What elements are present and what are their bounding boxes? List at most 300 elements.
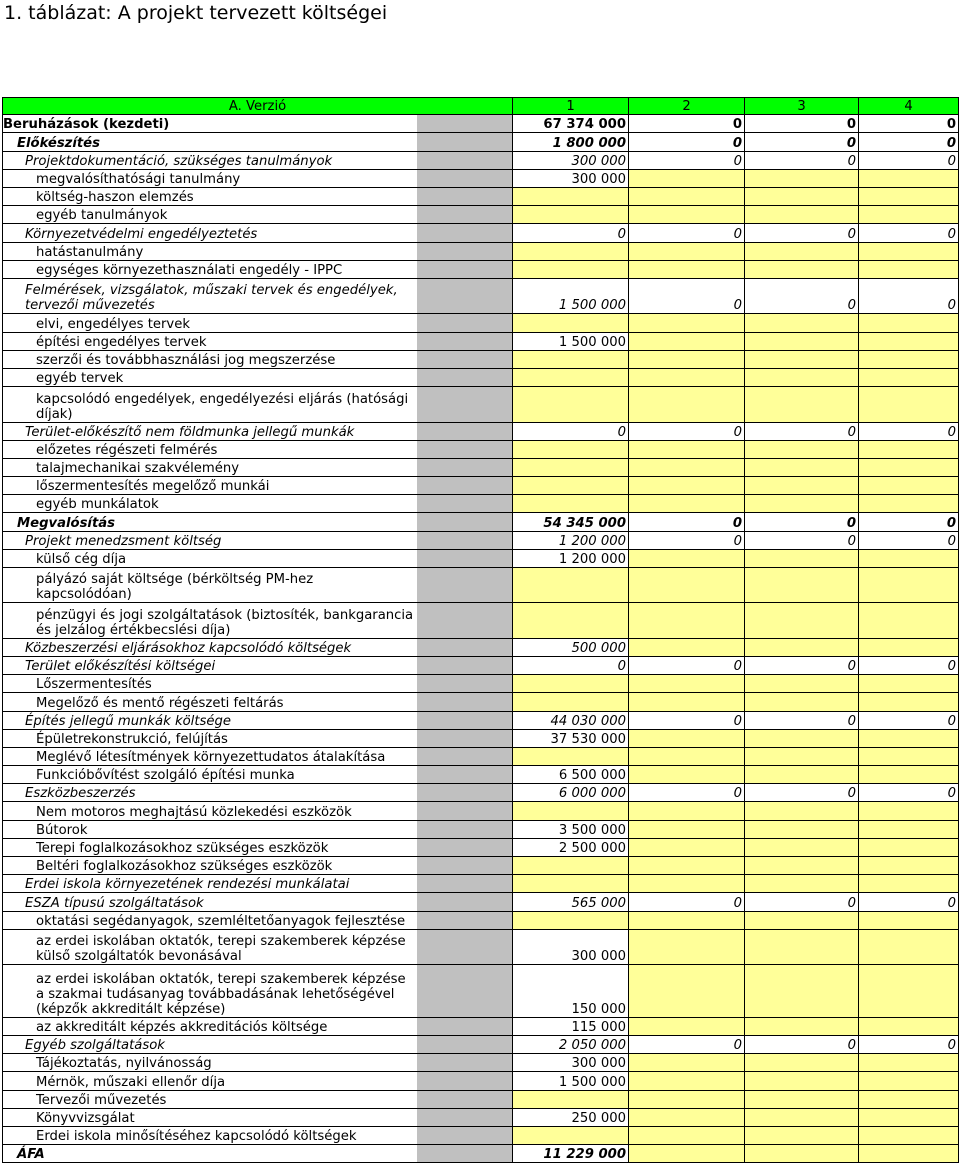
- row-label-line: az akkreditált képzés akkreditációs költsége: [36, 1019, 328, 1035]
- table-row: [3, 729, 959, 747]
- value-cell-col-1: 250 000: [513, 1108, 629, 1126]
- gray-spacer-cell: [417, 638, 513, 656]
- value-cell-col-1: 300 000: [513, 929, 629, 964]
- value-cell-col-1: 2 500 000: [513, 838, 629, 856]
- cost-table: [2, 97, 959, 1163]
- row-label: [3, 656, 417, 674]
- table-row: [3, 278, 959, 313]
- row-label-line: Közbeszerzési eljárásokhoz kapcsolódó költségek: [25, 640, 352, 656]
- value-cell-col-4: [859, 766, 959, 784]
- row-label: [3, 675, 417, 693]
- value-cell-col-3: [745, 1054, 859, 1072]
- value-cell-col-4: [859, 350, 959, 368]
- gray-spacer-cell: [417, 169, 513, 187]
- value-cell-col-4: [859, 568, 959, 603]
- table-row: [3, 314, 959, 332]
- gray-spacer-cell: [417, 1090, 513, 1108]
- table-row: [3, 747, 959, 765]
- row-label: [3, 568, 417, 603]
- value-cell-col-2: [629, 965, 745, 1018]
- row-label-line: Megelőző és mentő régészeti feltárás: [36, 695, 284, 711]
- row-label-line: Eszközbeszerzés: [25, 786, 136, 802]
- value-cell-col-4: [859, 965, 959, 1018]
- value-cell-col-4: [859, 747, 959, 765]
- table-row: [3, 458, 959, 476]
- value-cell-col-1: [513, 675, 629, 693]
- value-cell-col-2: 0: [629, 151, 745, 169]
- row-label-line: Terepi foglalkozásokhoz szükséges eszközök: [36, 841, 329, 857]
- row-label-line: Terület előkészítési költségei: [25, 659, 216, 675]
- value-cell-col-2: [629, 911, 745, 929]
- row-label: [3, 151, 417, 169]
- row-label: [3, 206, 417, 224]
- table-row: [3, 766, 959, 784]
- table-row: [3, 802, 959, 820]
- table-row: [3, 115, 959, 133]
- row-label-line: Felmérések, vizsgálatok, műszaki tervek és engedélyek,: [25, 283, 398, 299]
- row-label-line: Meglévő létesítmények környezettudatos átalakítása: [36, 750, 386, 766]
- value-cell-col-2: [629, 206, 745, 224]
- value-cell-col-2: [629, 729, 745, 747]
- value-cell-col-2: 0: [629, 133, 745, 151]
- value-cell-col-1: [513, 458, 629, 476]
- gray-spacer-cell: [417, 857, 513, 875]
- gray-spacer-cell: [417, 784, 513, 802]
- row-label: [3, 188, 417, 206]
- row-label-line: külső cég díja: [36, 552, 127, 568]
- value-cell-col-1: [513, 875, 629, 893]
- value-cell-col-3: [745, 838, 859, 856]
- gray-spacer-cell: [417, 477, 513, 495]
- row-label-line: tervezői művezetés: [25, 298, 155, 314]
- value-cell-col-3: [745, 693, 859, 711]
- value-cell-col-3: [745, 206, 859, 224]
- value-cell-col-1: [513, 387, 629, 422]
- value-cell-col-1: [513, 1090, 629, 1108]
- table-row: [3, 422, 959, 440]
- value-cell-col-3: [745, 675, 859, 693]
- row-label: [3, 1090, 417, 1108]
- row-label-line: elvi, engedélyes tervek: [36, 316, 190, 332]
- value-cell-col-1: 3 500 000: [513, 820, 629, 838]
- value-cell-col-1: [513, 314, 629, 332]
- row-label-line: Építés jellegű munkák költsége: [25, 713, 231, 729]
- value-cell-col-1: 565 000: [513, 893, 629, 911]
- value-cell-col-4: [859, 1145, 959, 1163]
- value-cell-col-1: [513, 857, 629, 875]
- value-cell-col-4: 0: [859, 278, 959, 313]
- value-cell-col-4: [859, 332, 959, 350]
- value-cell-col-2: [629, 1108, 745, 1126]
- row-label-line: Épületrekonstrukció, felújítás: [36, 731, 228, 747]
- value-cell-col-2: 0: [629, 656, 745, 674]
- value-cell-col-1: [513, 440, 629, 458]
- header-label: A. Verzió: [3, 98, 513, 115]
- table-title: 1. táblázat: A projekt tervezett költségei: [4, 2, 388, 24]
- table-row: [3, 675, 959, 693]
- value-cell-col-2: [629, 766, 745, 784]
- value-cell-col-4: 0: [859, 893, 959, 911]
- row-label: [3, 802, 417, 820]
- value-cell-col-4: [859, 1126, 959, 1144]
- table-row: [3, 477, 959, 495]
- row-label: [3, 260, 417, 278]
- row-label: [3, 133, 417, 151]
- value-cell-col-2: [629, 1126, 745, 1144]
- value-cell-col-3: 0: [745, 115, 859, 133]
- row-label-line: az erdei iskolában oktatók, terepi szakemberek képzése: [36, 934, 406, 950]
- table-row: [3, 1017, 959, 1035]
- row-label-line: Funkcióbővítést szolgáló építési munka: [36, 768, 295, 784]
- row-label: [3, 911, 417, 929]
- gray-spacer-cell: [417, 387, 513, 422]
- gray-spacer-cell: [417, 965, 513, 1018]
- table-row: [3, 1108, 959, 1126]
- row-label: [3, 224, 417, 242]
- gray-spacer-cell: [417, 875, 513, 893]
- value-cell-col-3: [745, 260, 859, 278]
- row-label-line: az erdei iskolában oktatók, terepi szakemberek képzése: [36, 971, 406, 987]
- value-cell-col-2: [629, 188, 745, 206]
- gray-spacer-cell: [417, 911, 513, 929]
- row-label-line: költség-haszon elemzés: [36, 190, 194, 206]
- row-label: [3, 838, 417, 856]
- value-cell-col-4: [859, 314, 959, 332]
- value-cell-col-4: [859, 188, 959, 206]
- value-cell-col-4: [859, 875, 959, 893]
- value-cell-col-3: 0: [745, 711, 859, 729]
- row-label: [3, 350, 417, 368]
- value-cell-col-4: [859, 549, 959, 567]
- row-label: [3, 368, 417, 386]
- value-cell-col-1: 300 000: [513, 151, 629, 169]
- value-cell-col-1: [513, 260, 629, 278]
- value-cell-col-2: [629, 929, 745, 964]
- value-cell-col-1: 1 500 000: [513, 332, 629, 350]
- value-cell-col-3: [745, 857, 859, 875]
- value-cell-col-3: 0: [745, 224, 859, 242]
- value-cell-col-2: [629, 495, 745, 513]
- table-row: [3, 875, 959, 893]
- table-row: [3, 911, 959, 929]
- gray-spacer-cell: [417, 802, 513, 820]
- value-cell-col-2: [629, 1090, 745, 1108]
- value-cell-col-1: 11 229 000: [513, 1145, 629, 1163]
- gray-spacer-cell: [417, 332, 513, 350]
- table-row: [3, 929, 959, 964]
- gray-spacer-cell: [417, 495, 513, 513]
- row-label-line: Projektdokumentáció, szükséges tanulmányok: [25, 153, 333, 169]
- table-row: [3, 242, 959, 260]
- value-cell-col-1: 500 000: [513, 638, 629, 656]
- value-cell-col-4: 0: [859, 224, 959, 242]
- row-label-line: díjak): [36, 406, 73, 422]
- value-cell-col-4: 0: [859, 422, 959, 440]
- value-cell-col-4: [859, 929, 959, 964]
- row-label: [3, 1072, 417, 1090]
- value-cell-col-3: [745, 729, 859, 747]
- value-cell-col-4: 0: [859, 531, 959, 549]
- table-row: [3, 495, 959, 513]
- row-label: [3, 784, 417, 802]
- gray-spacer-cell: [417, 929, 513, 964]
- value-cell-col-3: [745, 1126, 859, 1144]
- value-cell-col-1: 1 200 000: [513, 531, 629, 549]
- table-row: [3, 1090, 959, 1108]
- value-cell-col-1: 0: [513, 422, 629, 440]
- value-cell-col-2: 0: [629, 278, 745, 313]
- row-label-line: kapcsolódó engedélyek, engedélyezési eljárás (hatósági: [36, 391, 409, 407]
- value-cell-col-4: [859, 603, 959, 638]
- row-label: [3, 1145, 417, 1163]
- value-cell-col-1: 115 000: [513, 1017, 629, 1035]
- gray-spacer-cell: [417, 675, 513, 693]
- gray-spacer-cell: [417, 1035, 513, 1053]
- gray-spacer-cell: [417, 729, 513, 747]
- value-cell-col-4: [859, 911, 959, 929]
- value-cell-col-2: [629, 802, 745, 820]
- value-cell-col-2: [629, 857, 745, 875]
- row-label: [3, 1017, 417, 1035]
- row-label-line: egyéb tervek: [36, 371, 124, 387]
- row-label: [3, 1126, 417, 1144]
- row-label: [3, 115, 417, 133]
- value-cell-col-2: 0: [629, 711, 745, 729]
- row-label-line: szerzői és továbbhasználási jog megszerzése: [36, 352, 336, 368]
- value-cell-col-2: [629, 169, 745, 187]
- row-label: [3, 332, 417, 350]
- row-label-line: egységes környezethasználati engedély - IPPC: [36, 262, 343, 278]
- value-cell-col-4: [859, 206, 959, 224]
- gray-spacer-cell: [417, 422, 513, 440]
- value-cell-col-3: [745, 549, 859, 567]
- value-cell-col-1: [513, 206, 629, 224]
- row-label-line: Egyéb szolgáltatások: [25, 1038, 165, 1054]
- table-row: [3, 838, 959, 856]
- value-cell-col-3: [745, 766, 859, 784]
- value-cell-col-2: [629, 603, 745, 638]
- value-cell-col-2: [629, 260, 745, 278]
- value-cell-col-4: [859, 857, 959, 875]
- row-label: [3, 477, 417, 495]
- value-cell-col-4: 0: [859, 513, 959, 531]
- value-cell-col-1: [513, 242, 629, 260]
- table-row: [3, 224, 959, 242]
- value-cell-col-2: 0: [629, 513, 745, 531]
- value-cell-col-4: 0: [859, 656, 959, 674]
- value-cell-col-3: [745, 169, 859, 187]
- value-cell-col-1: 44 030 000: [513, 711, 629, 729]
- gray-spacer-cell: [417, 838, 513, 856]
- value-cell-col-3: 0: [745, 784, 859, 802]
- gray-spacer-cell: [417, 314, 513, 332]
- row-label-line: megvalósíthatósági tanulmány: [36, 172, 241, 188]
- row-label: [3, 422, 417, 440]
- row-label-line: Környezetvédelmi engedélyeztetés: [25, 226, 258, 242]
- gray-spacer-cell: [417, 893, 513, 911]
- table-row: [3, 332, 959, 350]
- value-cell-col-3: [745, 802, 859, 820]
- header-col-1: 1: [513, 98, 629, 115]
- value-cell-col-2: [629, 549, 745, 567]
- gray-spacer-cell: [417, 513, 513, 531]
- value-cell-col-4: [859, 1017, 959, 1035]
- value-cell-col-1: [513, 911, 629, 929]
- value-cell-col-2: [629, 1017, 745, 1035]
- gray-spacer-cell: [417, 278, 513, 313]
- value-cell-col-2: 0: [629, 115, 745, 133]
- gray-spacer-cell: [417, 1108, 513, 1126]
- value-cell-col-2: 0: [629, 531, 745, 549]
- value-cell-col-3: [745, 188, 859, 206]
- row-label: [3, 875, 417, 893]
- value-cell-col-4: [859, 1108, 959, 1126]
- row-label: [3, 965, 417, 1018]
- value-cell-col-2: [629, 1054, 745, 1072]
- value-cell-col-2: 0: [629, 1035, 745, 1053]
- table-row: [3, 711, 959, 729]
- value-cell-col-2: [629, 638, 745, 656]
- row-label: [3, 458, 417, 476]
- value-cell-col-2: 0: [629, 893, 745, 911]
- table-row: [3, 387, 959, 422]
- value-cell-col-1: [513, 368, 629, 386]
- value-cell-col-4: [859, 477, 959, 495]
- value-cell-col-3: [745, 911, 859, 929]
- value-cell-col-4: [859, 495, 959, 513]
- value-cell-col-2: [629, 820, 745, 838]
- row-label: [3, 766, 417, 784]
- value-cell-col-1: 0: [513, 224, 629, 242]
- value-cell-col-1: 1 500 000: [513, 1072, 629, 1090]
- value-cell-col-4: [859, 838, 959, 856]
- value-cell-col-3: [745, 965, 859, 1018]
- value-cell-col-2: [629, 747, 745, 765]
- value-cell-col-4: 0: [859, 151, 959, 169]
- table-row: [3, 820, 959, 838]
- gray-spacer-cell: [417, 458, 513, 476]
- value-cell-col-1: 1 800 000: [513, 133, 629, 151]
- row-label-line: Tervezői művezetés: [36, 1092, 167, 1108]
- table-row: [3, 206, 959, 224]
- row-label-line: előzetes régészeti felmérés: [36, 442, 218, 458]
- row-label: [3, 495, 417, 513]
- gray-spacer-cell: [417, 693, 513, 711]
- row-label: [3, 693, 417, 711]
- value-cell-col-3: [745, 603, 859, 638]
- table-row: [3, 656, 959, 674]
- gray-spacer-cell: [417, 568, 513, 603]
- row-label-line: Beltéri foglalkozásokhoz szükséges eszközök: [36, 859, 333, 875]
- value-cell-col-1: 2 050 000: [513, 1035, 629, 1053]
- gray-spacer-cell: [417, 1145, 513, 1163]
- value-cell-col-1: [513, 495, 629, 513]
- row-label-line: hatástanulmány: [36, 244, 144, 260]
- row-label: [3, 638, 417, 656]
- table-row: [3, 350, 959, 368]
- value-cell-col-3: [745, 332, 859, 350]
- value-cell-col-3: 0: [745, 531, 859, 549]
- header-col-2: 2: [629, 98, 745, 115]
- value-cell-col-1: 54 345 000: [513, 513, 629, 531]
- table-row: [3, 784, 959, 802]
- gray-spacer-cell: [417, 711, 513, 729]
- value-cell-col-2: 0: [629, 224, 745, 242]
- value-cell-col-1: [513, 188, 629, 206]
- row-label: [3, 857, 417, 875]
- row-label-line: Megvalósítás: [17, 515, 116, 531]
- gray-spacer-cell: [417, 656, 513, 674]
- row-label-line: oktatási segédanyagok, szemléltetőanyagok fejlesztése: [36, 913, 406, 929]
- row-label-line: Terület-előkészítő nem földmunka jellegű munkák: [25, 424, 355, 440]
- gray-spacer-cell: [417, 242, 513, 260]
- value-cell-col-4: 0: [859, 784, 959, 802]
- value-cell-col-3: [745, 350, 859, 368]
- value-cell-col-3: [745, 747, 859, 765]
- value-cell-col-3: [745, 1072, 859, 1090]
- value-cell-col-4: 0: [859, 1035, 959, 1053]
- row-label: [3, 440, 417, 458]
- header-col-3: 3: [745, 98, 859, 115]
- value-cell-col-1: [513, 568, 629, 603]
- gray-spacer-cell: [417, 440, 513, 458]
- value-cell-col-3: 0: [745, 133, 859, 151]
- row-label: [3, 1108, 417, 1126]
- row-label-line: Mérnök, műszaki ellenőr díja: [36, 1074, 226, 1090]
- value-cell-col-1: 1 500 000: [513, 278, 629, 313]
- value-cell-col-2: [629, 675, 745, 693]
- row-label-line: Erdei iskola minősítéséhez kapcsolódó költségek: [36, 1129, 357, 1145]
- value-cell-col-3: 0: [745, 422, 859, 440]
- value-cell-col-2: [629, 350, 745, 368]
- row-label-line: ESZA típusú szolgáltatások: [25, 895, 204, 911]
- gray-spacer-cell: [417, 549, 513, 567]
- value-cell-col-1: 150 000: [513, 965, 629, 1018]
- table-row: [3, 893, 959, 911]
- value-cell-col-1: 6 000 000: [513, 784, 629, 802]
- value-cell-col-3: 0: [745, 278, 859, 313]
- table-row: [3, 133, 959, 151]
- value-cell-col-4: [859, 729, 959, 747]
- value-cell-col-1: [513, 350, 629, 368]
- value-cell-col-2: [629, 693, 745, 711]
- header-col-4: 4: [859, 98, 959, 115]
- gray-spacer-cell: [417, 766, 513, 784]
- value-cell-col-3: [745, 1145, 859, 1163]
- row-label-line: talajmechanikai szakvélemény: [36, 461, 240, 477]
- value-cell-col-1: [513, 747, 629, 765]
- row-label-line: egyéb tanulmányok: [36, 208, 168, 224]
- table-row: [3, 169, 959, 187]
- row-label: [3, 893, 417, 911]
- value-cell-col-3: 0: [745, 151, 859, 169]
- value-cell-col-4: [859, 693, 959, 711]
- row-label-line: egyéb munkálatok: [36, 497, 159, 513]
- table-row: [3, 1145, 959, 1163]
- value-cell-col-3: [745, 929, 859, 964]
- value-cell-col-2: [629, 875, 745, 893]
- row-label-line: pályázó saját költsége (bérköltség PM-hez: [36, 572, 314, 588]
- value-cell-col-4: [859, 1054, 959, 1072]
- gray-spacer-cell: [417, 151, 513, 169]
- row-label-line: és jelzálog értékbecslési díja): [36, 622, 231, 638]
- gray-spacer-cell: [417, 1072, 513, 1090]
- value-cell-col-4: [859, 368, 959, 386]
- row-label-line: Bútorok: [36, 822, 88, 838]
- table-row: [3, 151, 959, 169]
- table-row: [3, 368, 959, 386]
- value-cell-col-4: [859, 638, 959, 656]
